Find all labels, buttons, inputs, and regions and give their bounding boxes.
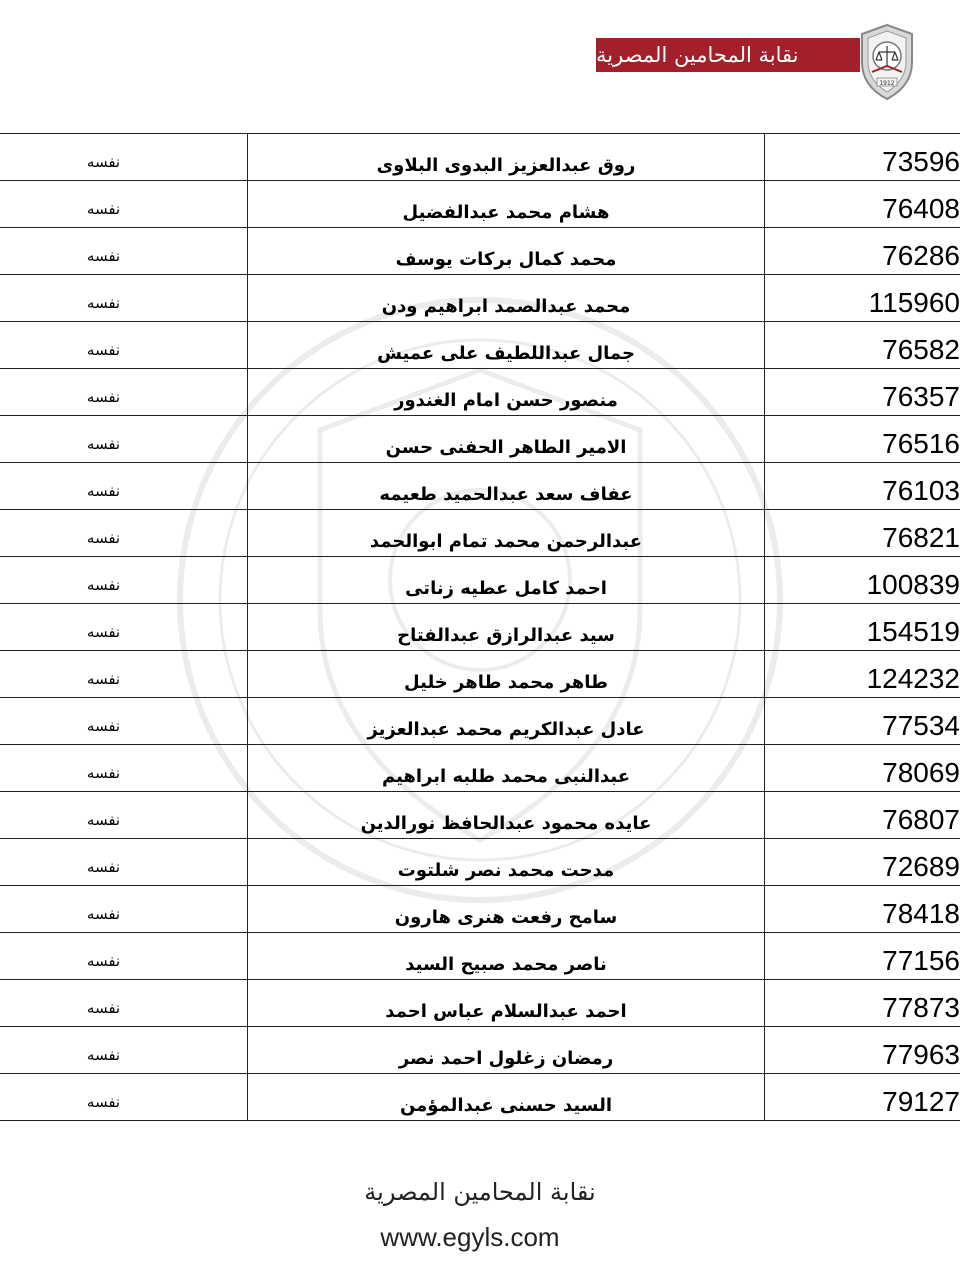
number-cell [765, 228, 960, 275]
note-cell [0, 604, 248, 651]
member-name: محمد كمال بركات يوسف [395, 248, 617, 270]
registration-number: 115960 [868, 287, 960, 318]
footer-title: نقابة المحامين المصرية [364, 1178, 596, 1206]
note-cell [0, 369, 248, 416]
name-cell [248, 463, 765, 510]
number-cell [765, 980, 960, 1027]
number-cell [765, 134, 960, 181]
name-cell [248, 510, 765, 557]
members-table [0, 133, 960, 1121]
table-row [0, 228, 960, 275]
note-text: نفسه [86, 811, 121, 829]
name-cell [248, 886, 765, 933]
number-cell [765, 416, 960, 463]
registration-number: 100839 [866, 569, 960, 600]
number-cell [765, 651, 960, 698]
table-row [0, 980, 960, 1027]
name-cell [248, 698, 765, 745]
number-cell [765, 886, 960, 933]
registration-number: 72689 [882, 851, 960, 882]
name-cell [248, 275, 765, 322]
note-text: نفسه [86, 435, 121, 453]
member-name: سيد عبدالرازق عبدالفتاح [397, 624, 615, 646]
note-text: نفسه [86, 905, 121, 923]
table-row [0, 557, 960, 604]
note-text: نفسه [86, 482, 121, 500]
note-text: نفسه [86, 153, 121, 171]
table-row [0, 839, 960, 886]
name-cell [248, 134, 765, 181]
note-text: نفسه [86, 999, 121, 1017]
note-text: نفسه [86, 247, 121, 265]
number-cell [765, 745, 960, 792]
table-row [0, 510, 960, 557]
registration-number: 78418 [882, 898, 960, 929]
logo-year: 1912 [879, 80, 895, 87]
page-header [582, 22, 922, 102]
number-cell [765, 275, 960, 322]
member-name: السيد حسنى عبدالمؤمن [399, 1094, 613, 1116]
note-cell [0, 275, 248, 322]
name-cell [248, 557, 765, 604]
table-row [0, 322, 960, 369]
note-text: نفسه [86, 764, 121, 782]
number-cell [765, 181, 960, 228]
registration-number: 77156 [882, 945, 960, 976]
note-text: نفسه [86, 529, 121, 547]
member-name: طاهر محمد طاهر خليل [404, 671, 608, 693]
note-cell [0, 980, 248, 1027]
member-name: عبدالنبى محمد طلبه ابراهيم [381, 765, 631, 787]
note-text: نفسه [86, 717, 121, 735]
registration-number: 76582 [882, 334, 960, 365]
table-row [0, 134, 960, 181]
registration-number: 124232 [866, 663, 960, 694]
note-text: نفسه [86, 294, 121, 312]
registration-number: 77963 [882, 1039, 960, 1070]
table-row [0, 181, 960, 228]
note-text: نفسه [86, 388, 121, 406]
name-cell [248, 980, 765, 1027]
table-row [0, 463, 960, 510]
registration-number: 76408 [882, 193, 960, 224]
name-cell [248, 181, 765, 228]
number-cell [765, 1027, 960, 1074]
note-text: نفسه [86, 858, 121, 876]
number-cell [765, 1074, 960, 1121]
note-cell [0, 228, 248, 275]
registration-number: 77873 [882, 992, 960, 1023]
registration-number: 73596 [882, 146, 960, 177]
note-cell [0, 651, 248, 698]
number-cell [765, 792, 960, 839]
note-cell [0, 463, 248, 510]
member-name: مدحت محمد نصر شلتوت [397, 859, 615, 881]
name-cell [248, 839, 765, 886]
name-cell [248, 228, 765, 275]
registration-number: 76807 [882, 804, 960, 835]
name-cell [248, 792, 765, 839]
note-cell [0, 698, 248, 745]
name-cell [248, 416, 765, 463]
note-text: نفسه [86, 1046, 121, 1064]
table-row [0, 745, 960, 792]
member-name: ناصر محمد صبيح السيد [405, 953, 607, 975]
name-cell [248, 369, 765, 416]
note-cell [0, 933, 248, 980]
registration-number: 76516 [882, 428, 960, 459]
registration-number: 76821 [882, 522, 960, 553]
number-cell [765, 698, 960, 745]
registration-number: 79127 [882, 1086, 960, 1117]
number-cell [765, 839, 960, 886]
note-text: نفسه [86, 576, 121, 594]
note-cell [0, 557, 248, 604]
note-text: نفسه [86, 341, 121, 359]
member-name: رمضان زغلول احمد نصر [398, 1047, 614, 1069]
note-cell [0, 322, 248, 369]
note-cell [0, 181, 248, 228]
name-cell [248, 1074, 765, 1121]
member-name: سامح رفعت هنرى هارون [394, 906, 618, 928]
table-row [0, 604, 960, 651]
member-name: الامير الطاهر الحفنى حسن [385, 436, 627, 458]
number-cell [765, 604, 960, 651]
table-row [0, 1027, 960, 1074]
name-cell [248, 322, 765, 369]
member-name: عبدالرحمن محمد تمام ابوالحمد [369, 530, 643, 552]
number-cell [765, 510, 960, 557]
number-cell [765, 933, 960, 980]
registration-number: 76286 [882, 240, 960, 271]
note-text: نفسه [86, 952, 121, 970]
note-cell [0, 745, 248, 792]
number-cell [765, 369, 960, 416]
footer-url-link[interactable]: www.egyls.com [380, 1222, 560, 1252]
table-row [0, 698, 960, 745]
note-text: نفسه [86, 200, 121, 218]
member-name: هشام محمد عبدالفضيل [402, 201, 610, 223]
table-row [0, 416, 960, 463]
number-cell [765, 557, 960, 604]
note-cell [0, 510, 248, 557]
note-cell [0, 134, 248, 181]
banner-title: نقابة المحامين المصرية [596, 43, 799, 67]
note-cell [0, 886, 248, 933]
registration-number: 76357 [882, 381, 960, 412]
table-row [0, 933, 960, 980]
name-cell [248, 1027, 765, 1074]
table-row [0, 651, 960, 698]
note-text: نفسه [86, 1093, 121, 1111]
table-row [0, 275, 960, 322]
name-cell [248, 933, 765, 980]
note-cell [0, 1074, 248, 1121]
member-name: روق عبدالعزيز البدوى البلاوى [376, 154, 636, 176]
syndicate-logo-icon [852, 22, 922, 102]
header-banner [596, 38, 860, 72]
note-cell [0, 1027, 248, 1074]
note-text: نفسه [86, 623, 121, 641]
note-cell [0, 839, 248, 886]
note-text: نفسه [86, 670, 121, 688]
name-cell [248, 651, 765, 698]
table-row [0, 1074, 960, 1121]
member-name: محمد عبدالصمد ابراهيم ودن [381, 295, 631, 317]
note-cell [0, 416, 248, 463]
name-cell [248, 604, 765, 651]
member-name: عادل عبدالكريم محمد عبدالعزيز [367, 718, 645, 740]
name-cell [248, 745, 765, 792]
registration-number: 76103 [882, 475, 960, 506]
number-cell [765, 463, 960, 510]
note-cell [0, 792, 248, 839]
member-name: احمد كامل عطيه زناتى [405, 577, 607, 599]
table-row [0, 369, 960, 416]
member-name: احمد عبدالسلام عباس احمد [385, 1000, 627, 1022]
registration-number: 78069 [882, 757, 960, 788]
member-name: عفاف سعد عبدالحميد طعيمه [379, 483, 633, 505]
table-row [0, 792, 960, 839]
member-name: منصور حسن امام الغندور [394, 389, 618, 411]
table-row [0, 886, 960, 933]
number-cell [765, 322, 960, 369]
registration-number: 154519 [866, 616, 960, 647]
member-name: عايده محمود عبدالحافظ نورالدين [360, 812, 652, 834]
registration-number: 77534 [882, 710, 960, 741]
member-name: جمال عبداللطيف على عميش [377, 342, 635, 364]
